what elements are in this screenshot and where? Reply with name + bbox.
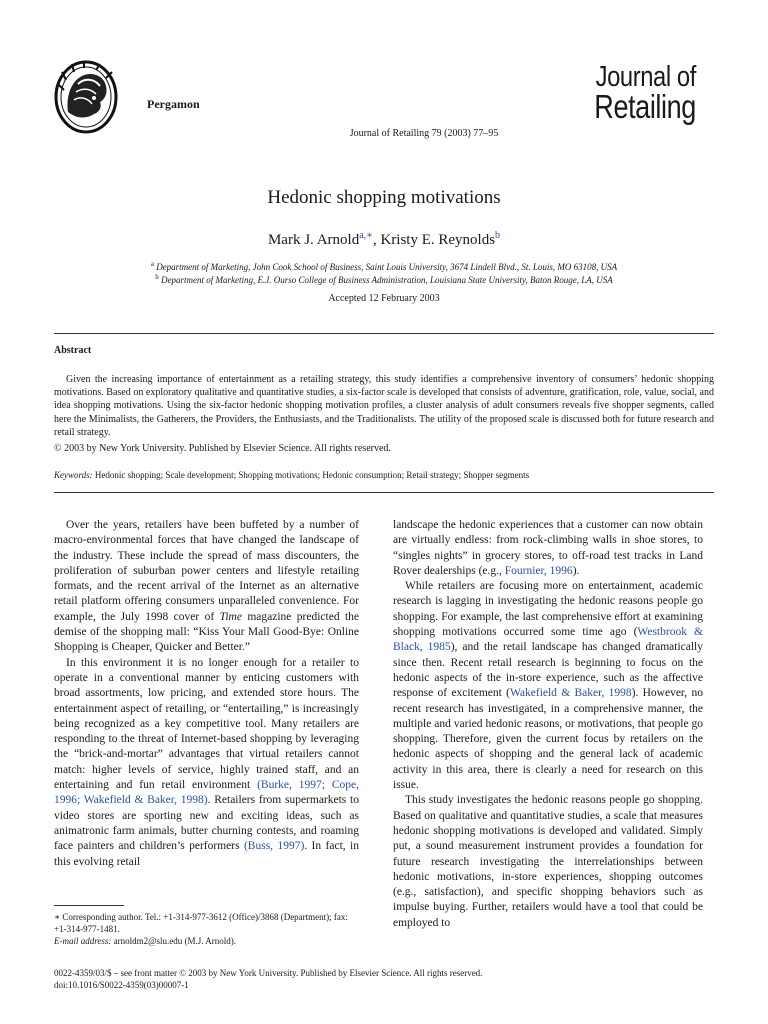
accepted-date: Accepted 12 February 2003 [328, 293, 440, 304]
affiliation: $^a$ Department of Marketing, John Cook School of Business, Saint Louis University, 3674 Lindell Blvd., St. Louis, MO 63108, USA [150, 260, 618, 272]
footnote-email: E-mail address: arnoldm2@slu.edu (M.J. Arnold). [54, 936, 236, 946]
author-name: Kristy E. Reynolds [380, 232, 496, 248]
citation-link[interactable]: (Burke, 1997; Cope, 1996; Wakefield & Baker, 1998) [54, 779, 359, 807]
abstract-heading: Abstract [54, 345, 92, 356]
journal-citation: Journal of Retailing 79 (2003) 77–95 [349, 128, 499, 139]
paragraph: In this environment it is no longer enough for a retailer to operate in a conventional manner by enticing customers with broad assortments, low pricing, and extended store hours. The entertainment aspect of retailing, or “entertailing,” is increasingly being recognized as a key competitive tool. Many retailers are responding to the threat of Internet-based shopping by leveraging the “brick-and-mortar” advantages that virtual retailers cannot match: higher levels of service, highly trained staff, and an entertaining and fun retail environment (Burke, 1997; Cope, 1996; Wakefield & Baker, 1998). Retailers from supermarkets to video stores are sporting new and exciting ideas, such as animatronic farm animals, butter churning contests, and roaming face painters and children’s performers (Buss, 1997). In fact, in this evolving retail [54, 656, 359, 868]
journal-name-line1: Journal of [595, 61, 696, 93]
publisher-name: Pergamon [147, 97, 200, 111]
footnote [54, 911, 359, 947]
citation-link[interactable]: Westbrook & Black, 1985 [393, 626, 703, 654]
pergamon-athena-head-icon [54, 60, 118, 134]
footer-doi[interactable]: doi:10.1016/S0022-4359(03)00007-1 [54, 980, 189, 990]
author-list: Mark J. Arnold$^{a,∗}$, Kristy E. Reynolds$^b$ [267, 230, 501, 248]
abstract-body: Given the increasing importance of entertainment as a retailing strategy, this study identifies a comprehensive inventory of consumers’ hedonic shopping motivations. Based on exploratory qualitative and quantitative studies, a six-factor scale is developed that consists of adventure, gratification, role, value, social, and idea shopping motivations. Using the six-factor hedonic shopping motivation profiles, a cluster analysis of adult consumers reveals five shopper segments, called here the Minimalists, the Gatherers, the Providers, the Enthusiasts, and the Traditionalists. The utility of the proposed scale is discussed both for future research and retail strategy. [54, 374, 714, 438]
article-title: Hedonic shopping motivations [267, 187, 501, 208]
footnote-divider [54, 905, 124, 906]
divider [54, 333, 714, 334]
author-affiliation-marker[interactable]: b [495, 230, 501, 241]
citation-link[interactable]: Wakefield & Baker, 1998 [509, 687, 632, 700]
divider [54, 492, 714, 493]
author-name: Mark J. Arnold [267, 232, 360, 248]
affiliation: $^b$ Department of Marketing, E.J. Ourso College of Business Administration, Louisiana State University, Baton Rouge, LA, USA [155, 273, 613, 285]
paragraph: This study investigates the hedonic reasons people go shopping. Based on qualitative and quantitative studies, a scale that measures hedonic shopping motivations is developed and validated. Simply put, a sound measurement instrument provides a foundation for future research investigating the interrelationships between hedonic motivations, in-store experiences, shopping outcomes (e.g., satisfaction), and specific shopping behaviors such as impulse buying. Further, retailers would have a tool that could be employed to [393, 794, 703, 929]
journal-name [572, 61, 696, 125]
paragraph: While retailers are focusing more on entertainment, academic research is lagging in investigating the hedonic reasons people go shopping. For example, the last comprehensive effort at examining shopping motivations occurred some time ago (Westbrook & Black, 1985), and the retail landscape has changed dramatically since then. Recent retail research is beginning to focus on the hedonic aspects of the in-store experience, such as the affective response of excitement (Wakefield & Baker, 1998). However, no recent research has investigated, in a comprehensive manner, the multiple and varied hedonic reasons, or motivations, that people go shopping. Therefore, given the current focus by retailers on the hedonic aspects of shopping and the general lack of academic activity in this area, there is clearly a need for research on this issue. [393, 580, 703, 792]
citation-link[interactable]: (Buss, 1997) [243, 840, 305, 853]
keywords [54, 470, 714, 480]
footer-front-matter: 0022-4359/03/$ – see front matter © 2003 by New York University. Published by Elsevier Science. All rights reserved. [54, 968, 483, 978]
abstract-copyright: © 2003 by New York University. Published by Elsevier Science. All rights reserved. [54, 443, 391, 454]
body-column-right [393, 518, 703, 931]
paragraph: landscape the hedonic experiences that a customer can now obtain are virtually endless: from rock-climbing walls in shoe stores, to “singles nights” in grocery stores, to off-road test tracks in Land Rover dealerships (e.g., Fournier, 1996). [393, 519, 703, 577]
keywords-list: Hedonic shopping; Scale development; Shopping motivations; Hedonic consumption; Retail strategy; Shopper segments [94, 470, 530, 480]
footnote-corresponding-author: ∗ Corresponding author. Tel.: +1-314-977-3612 (Office)/3868 (Department); fax: +1-314-977-1481. [54, 912, 348, 934]
page-footer [54, 967, 482, 991]
keywords-label: Keywords: [54, 470, 93, 480]
pergamon-logo [54, 60, 118, 134]
citation-link[interactable]: Fournier, 1996 [504, 564, 573, 577]
paragraph: Over the years, retailers have been buffeted by a number of macro-environmental forces that have changed the landscape of the industry. These include the spread of mass discounters, the proliferation of suburban power centers and lifestyle retailing formats, and the recent arrival of the Internet as an alternative retail platform offering consumers unparalleled convenience. For example, the July 1998 cover of Time magazine predicted the demise of the shopping mall: “Kiss Your Mall Good-Bye: Online Shopping is Cheaper, Quicker and Better.” [54, 519, 360, 654]
author-affiliation-marker[interactable]: a,∗ [359, 230, 373, 241]
body-column-left [54, 518, 359, 870]
journal-name-line2: Retailing [594, 88, 696, 125]
